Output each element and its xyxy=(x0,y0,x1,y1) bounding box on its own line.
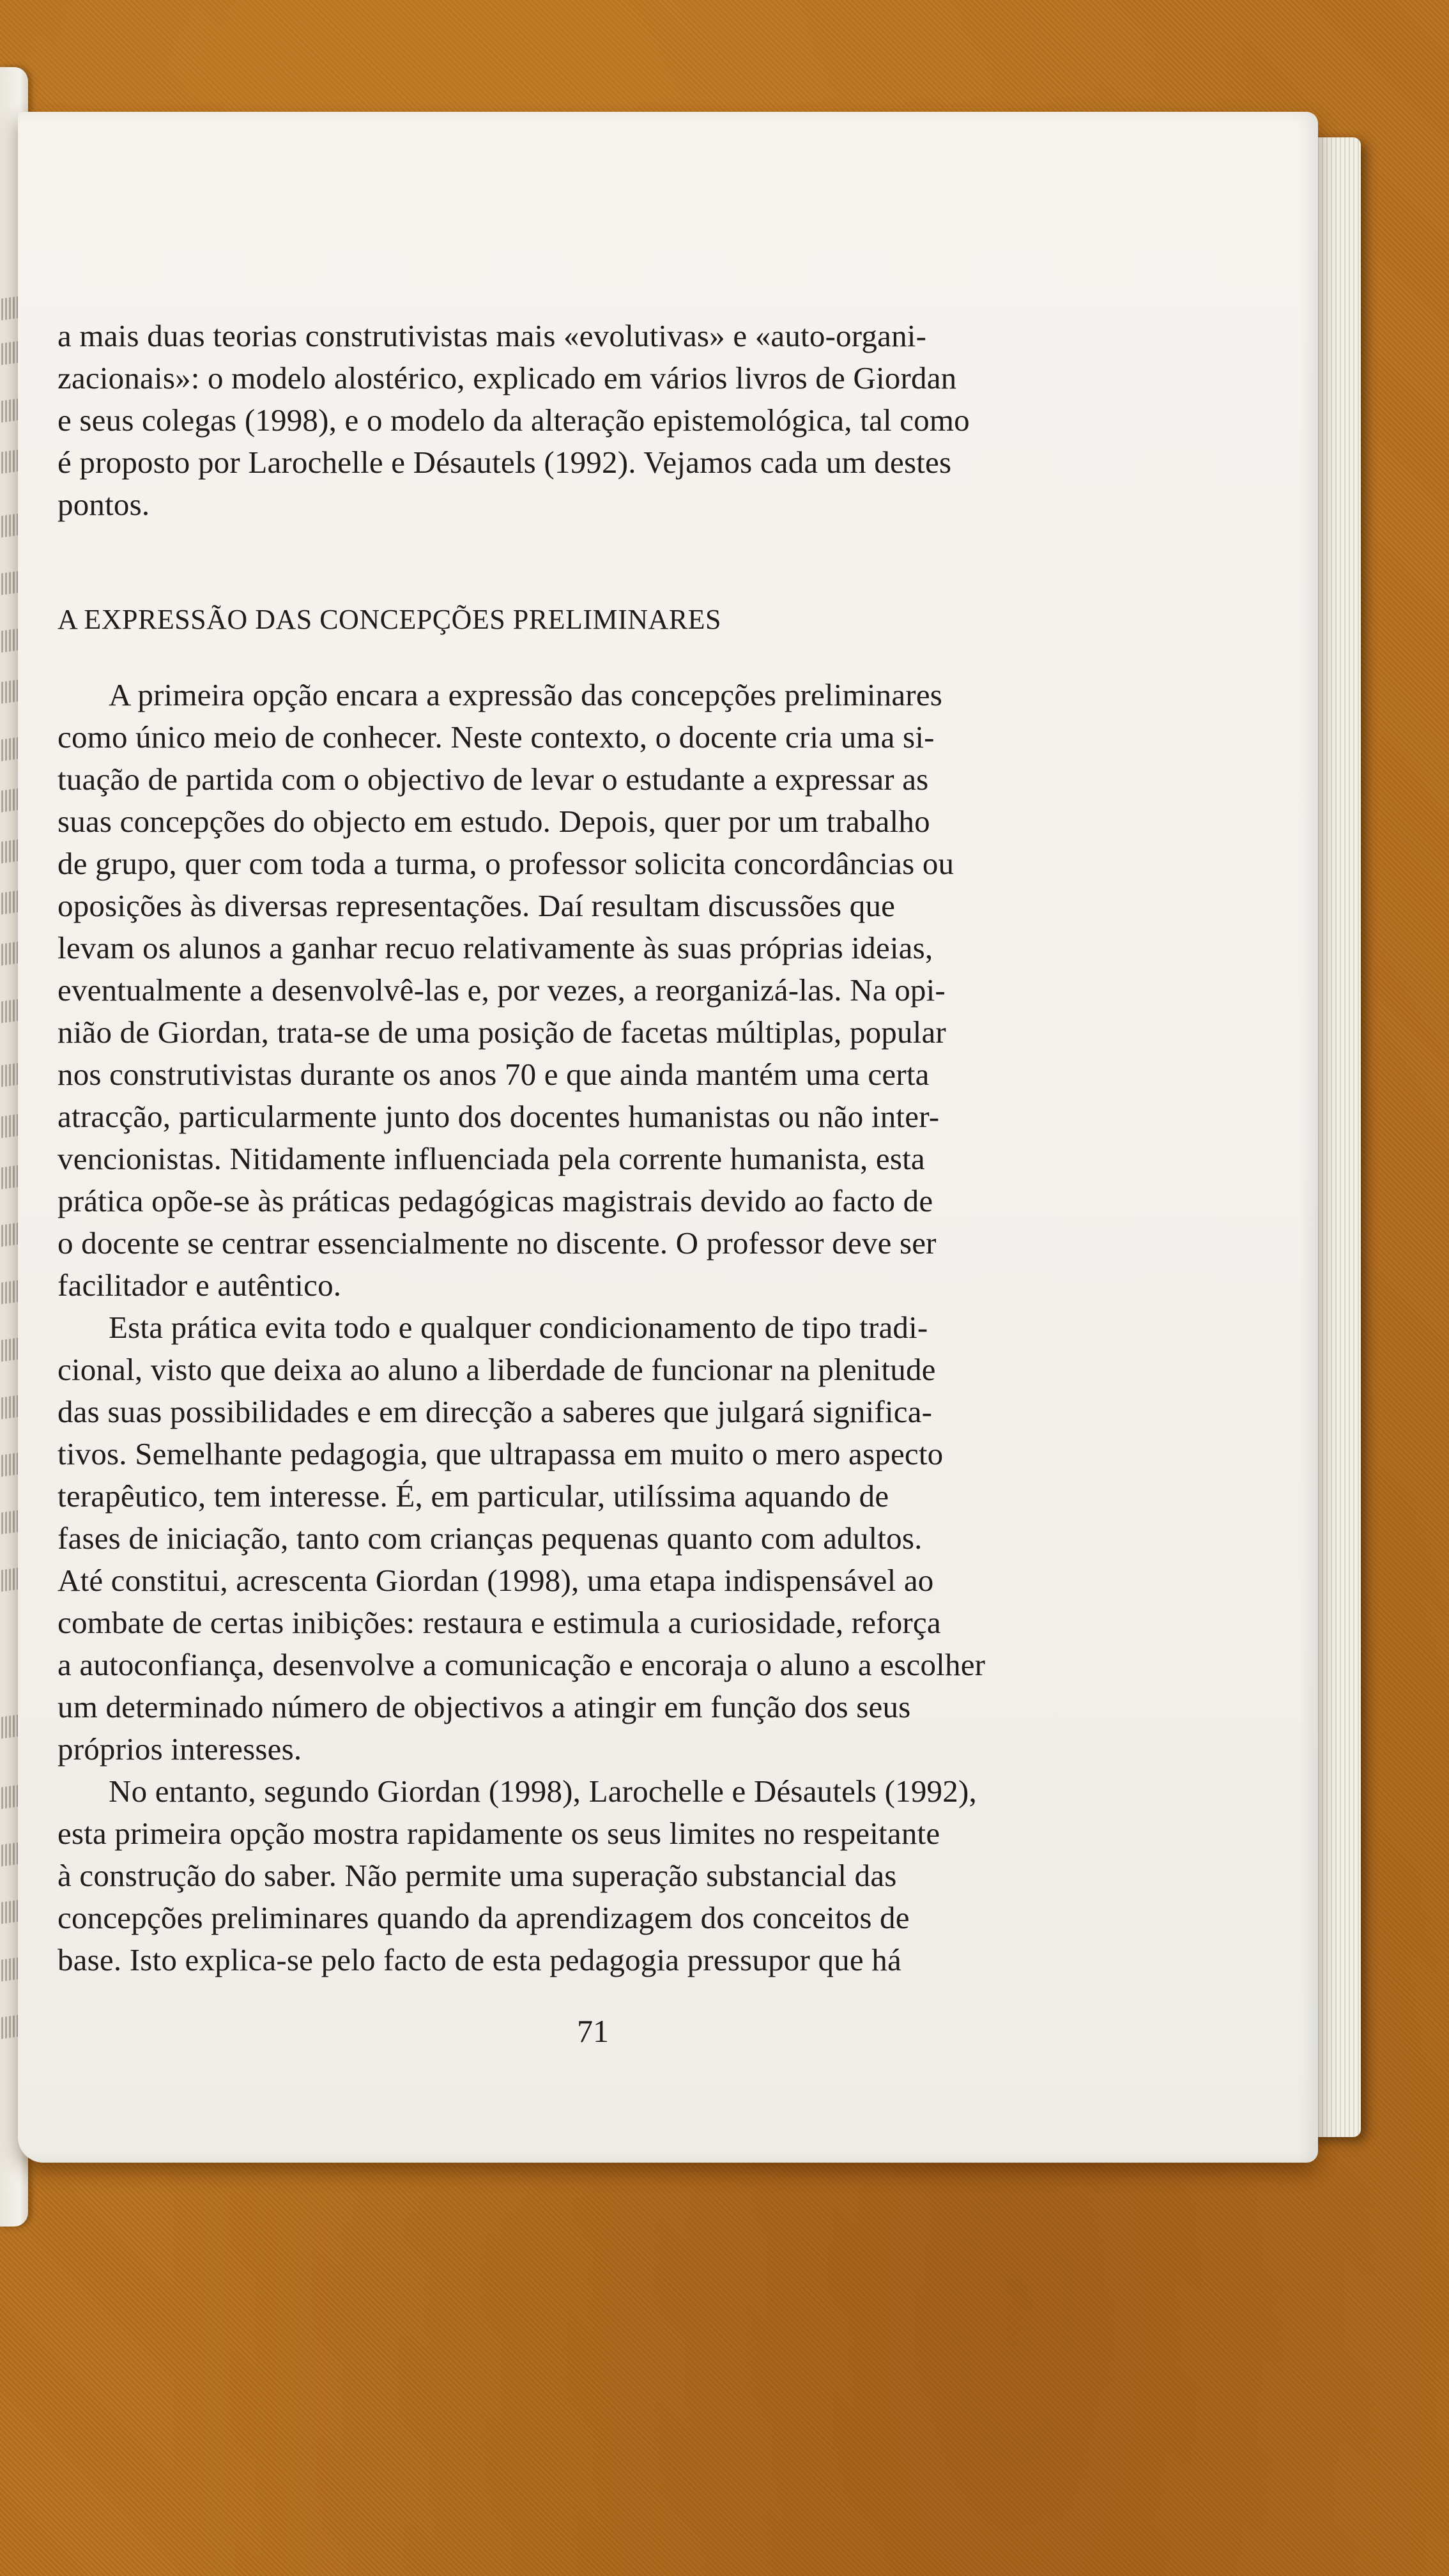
text-line: atracção, particularmente junto dos docentes humanistas ou não inter- xyxy=(57,1099,940,1134)
text-line: oposições às diversas representações. Daí resultam discussões que xyxy=(57,888,896,923)
text-line: à construção do saber. Não permite uma superação substancial das xyxy=(57,1858,897,1893)
text-line: tivos. Semelhante pedagogia, que ultrapassa em muito o mero aspecto xyxy=(57,1436,944,1471)
text-line: próprios interesses. xyxy=(57,1731,302,1767)
text-line: fases de iniciação, tanto com crianças pequenas quanto com adultos. xyxy=(57,1521,923,1556)
body-text xyxy=(57,315,1128,1981)
text-line: combate de certas inibições: restaura e estimula a curiosidade, reforça xyxy=(57,1605,941,1640)
text-line: como único meio de conhecer. Neste contexto, o docente cria uma si- xyxy=(57,719,935,755)
paragraph-1 xyxy=(57,674,1128,1307)
text-line: tuação de partida com o objectivo de levar o estudante a expressar as xyxy=(57,762,929,797)
text-line: a mais duas teorias construtivistas mais «evolutivas» e «auto-organi- xyxy=(57,318,927,353)
text-line: esta primeira opção mostra rapidamente os seus limites no respeitante xyxy=(57,1816,940,1851)
text-line: nião de Giordan, trata-se de uma posição de facetas múltiplas, popular xyxy=(57,1015,946,1050)
text-line: um determinado número de objectivos a atingir em função dos seus xyxy=(57,1689,911,1724)
text-line: a autoconfiança, desenvolve a comunicação e encoraja o aluno a escolher xyxy=(57,1647,986,1682)
text-line: concepções preliminares quando da aprendizagem dos conceitos de xyxy=(57,1900,910,1935)
text-line: prática opõe-se às práticas pedagógicas magistrais devido ao facto de xyxy=(57,1183,933,1218)
section-heading: A EXPRESSÃO DAS CONCEPÇÕES PRELIMINARES xyxy=(57,604,722,635)
text-line: e seus colegas (1998), e o modelo da alteração epistemológica, tal como xyxy=(57,402,970,438)
page-number: 71 xyxy=(577,2013,609,2049)
text-line: pontos. xyxy=(57,487,150,522)
text-line: cional, visto que deixa ao aluno a liberdade de funcionar na plenitude xyxy=(57,1352,936,1387)
text-line: vencionistas. Nitidamente influenciada pela corrente humanista, esta xyxy=(57,1141,925,1176)
text-line: Esta prática evita todo e qualquer condicionamento de tipo tradi- xyxy=(109,1310,928,1345)
text-line: levam os alunos a ganhar recuo relativamente às suas próprias ideias, xyxy=(57,930,933,965)
text-line: zacionais»: o modelo alostérico, explicado em vários livros de Giordan xyxy=(57,360,957,395)
text-line: suas concepções do objecto em estudo. Depois, quer por um trabalho xyxy=(57,804,930,839)
text-line: é proposto por Larochelle e Désautels (1992). Vejamos cada um destes xyxy=(57,445,952,480)
text-line: das suas possibilidades e em direcção a saberes que julgará significa- xyxy=(57,1394,933,1429)
paragraph-2 xyxy=(57,1307,1128,1770)
text-line: No entanto, segundo Giordan (1998), Larochelle e Désautels (1992), xyxy=(109,1774,977,1809)
text-line: de grupo, quer com toda a turma, o professor solicita concordâncias ou xyxy=(57,846,954,881)
text-line: Até constitui, acrescenta Giordan (1998), uma etapa indispensável ao xyxy=(57,1563,934,1598)
text-line: nos construtivistas durante os anos 70 e que ainda mantém uma certa xyxy=(57,1057,930,1092)
text-line: eventualmente a desenvolvê-las e, por vezes, a reorganizá-las. Na opi- xyxy=(57,972,946,1008)
text-line: A primeira opção encara a expressão das concepções preliminares xyxy=(109,677,943,712)
text-line: base. Isto explica-se pelo facto de esta pedagogia pressupor que há xyxy=(57,1942,901,1977)
intro-paragraph xyxy=(57,315,1128,526)
text-line: facilitador e autêntico. xyxy=(57,1268,342,1303)
text-line: terapêutico, tem interesse. É, em particular, utilíssima aquando de xyxy=(57,1478,889,1514)
text-line: o docente se centrar essencialmente no discente. O professor deve ser xyxy=(57,1225,937,1261)
paragraph-3 xyxy=(57,1770,1128,1981)
book-page xyxy=(18,112,1318,2163)
